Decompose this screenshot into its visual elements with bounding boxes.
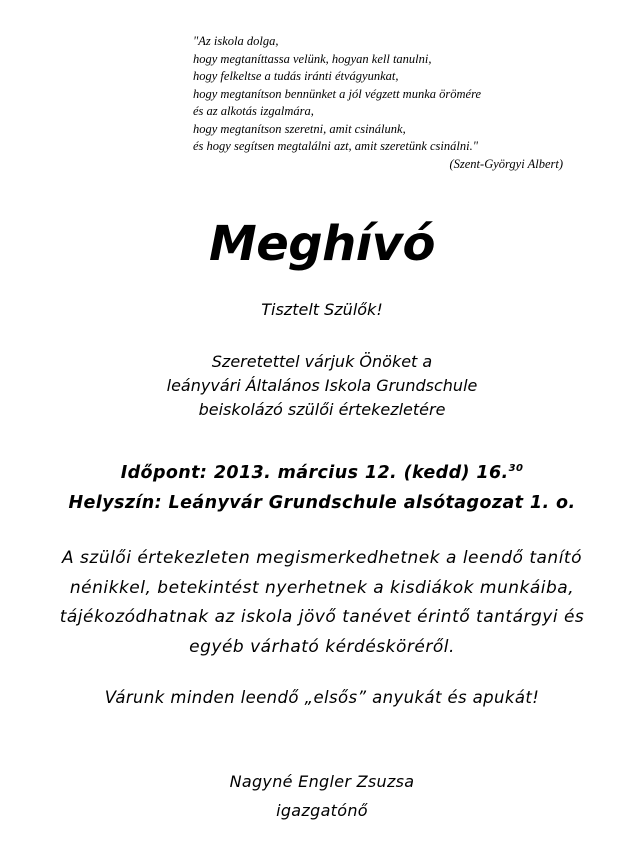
details-line: tájékozódhatnak az iskola jövő tanévet érintő tantárgyi és — [59, 607, 585, 627]
signature-role: igazgatónő — [276, 801, 368, 820]
quote-line: hogy megtanítson bennünket a jól végzett munka örömére — [193, 86, 482, 101]
salutation-text: Tisztelt Szülők! — [261, 300, 383, 319]
details-line: A szülői értekezleten megismerkedhetnek a leendő tanító — [62, 548, 582, 568]
details-line: egyéb várható kérdésköréről. — [189, 636, 455, 657]
quote-line: és hogy segítsen megtalálni azt, amit szeretünk csinálni." — [193, 139, 478, 153]
quote-line: "Az iskola dolga, — [193, 34, 279, 48]
quote-author: (Szent-Györgyi Albert) — [449, 156, 563, 171]
salutation — [0, 298, 644, 322]
event-time — [0, 458, 644, 488]
invitation-title: Meghívó — [208, 216, 436, 272]
event-time-text: Időpont: 2013. március 12. (kedd) 16. — [120, 463, 509, 483]
quote-line: hogy felkeltse a tudás iránti étvágyunkat, — [193, 69, 399, 83]
intro-paragraph — [0, 350, 644, 422]
signature — [0, 767, 644, 825]
opening-quote — [193, 33, 573, 173]
intro-line: beiskolázó szülői értekezletére — [198, 400, 446, 419]
quote-line: hogy megtanítson szeretni, amit csinálunk, — [193, 121, 406, 136]
details-paragraph — [0, 544, 644, 662]
event-info — [0, 458, 644, 518]
event-time-minutes: 30 — [508, 463, 524, 475]
intro-line: Szeretettel várjuk Önöket a — [211, 352, 433, 371]
event-location: Helyszín: Leányvár Grundschule alsótagozat 1. o. — [68, 493, 576, 513]
intro-line: leányvári Általános Iskola Grundschule — [166, 376, 478, 395]
quote-line: hogy megtaníttassa velünk, hogyan kell tanulni, — [193, 51, 432, 66]
signature-name: Nagyné Engler Zsuzsa — [229, 772, 415, 791]
quote-line: és az alkotás izgalmára, — [193, 104, 314, 118]
details-line: nénikkel, betekintést nyerhetnek a kisdiákok munkáiba, — [69, 577, 575, 598]
welcome-message — [0, 685, 644, 711]
welcome-text: Várunk minden leendő „elsős” anyukát és apukát! — [104, 688, 540, 707]
